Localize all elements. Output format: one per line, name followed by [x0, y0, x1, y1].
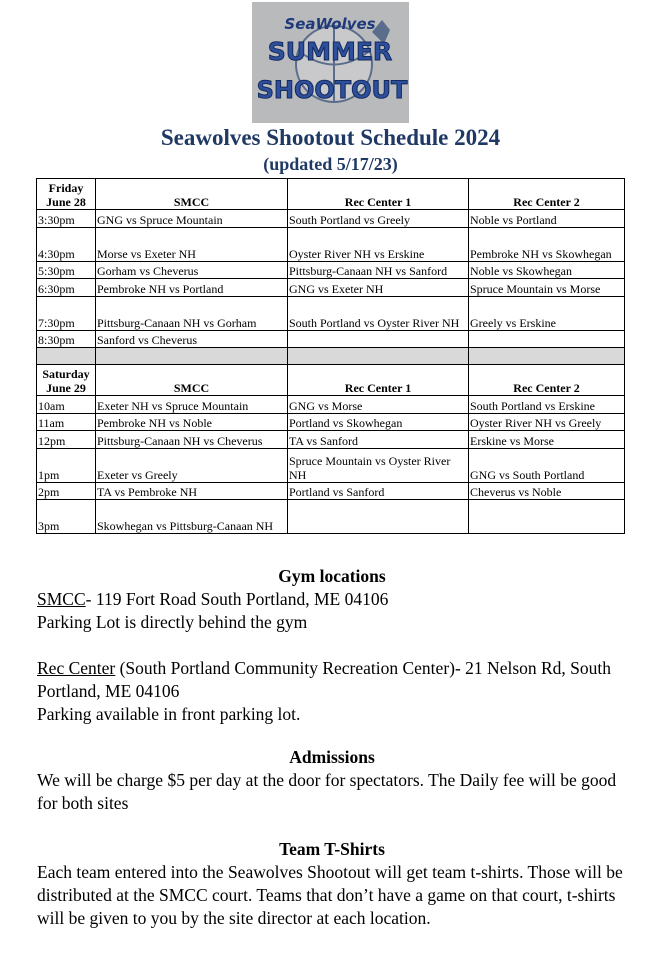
- saturday-header-row: [37, 365, 625, 396]
- smcc-parking: Parking Lot is directly behind the gym: [37, 612, 308, 632]
- admissions-section: [37, 746, 627, 815]
- time-cell: 3pm: [37, 500, 96, 534]
- smcc-game-cell: Pembroke NH vs Noble: [96, 414, 288, 431]
- smcc-game-cell: Morse vs Exeter NH: [96, 228, 288, 262]
- smcc-address-line: [37, 588, 627, 611]
- schedule-row: [37, 483, 625, 500]
- smcc-game-cell: Exeter NH vs Spruce Mountain: [96, 396, 288, 414]
- rec1-game-cell: Oyster River NH vs Erskine: [288, 228, 469, 262]
- time-cell: 11am: [37, 414, 96, 431]
- time-cell: 4:30pm: [37, 228, 96, 262]
- rec2-game-cell: [469, 500, 625, 534]
- logo-brand-text: SeaWolves: [284, 15, 376, 33]
- time-cell: 12pm: [37, 431, 96, 449]
- rec2-game-cell: South Portland vs Erskine: [469, 396, 625, 414]
- time-cell: 6:30pm: [37, 279, 96, 297]
- tshirts-text: Each team entered into the Seawolves Shootout will get team t-shirts. Those will be distributed at the SMCC court. Teams that don’t have a game on that court, t-shirts will be given to you by the site director at each location.: [37, 862, 623, 928]
- summer-shootout-logo: [252, 2, 409, 123]
- schedule-row: [37, 449, 625, 483]
- schedule-row: [37, 414, 625, 431]
- rec1-game-cell: South Portland vs Oyster River NH: [288, 297, 469, 331]
- smcc-game-cell: Pittsburg-Canaan NH vs Cheverus: [96, 431, 288, 449]
- rec2-game-cell: Greely vs Erskine: [469, 297, 625, 331]
- tshirts-heading: Team T-Shirts: [279, 839, 385, 859]
- rec2-game-cell: [469, 331, 625, 348]
- saturday-section: [37, 365, 625, 534]
- saturday-day-cell: Saturday June 29: [37, 365, 96, 396]
- basketball-logo-icon: [252, 2, 409, 123]
- rec2-game-cell: Pembroke NH vs Skowhegan: [469, 228, 625, 262]
- smcc-label: SMCC: [37, 589, 86, 609]
- schedule-row: [37, 297, 625, 331]
- admissions-heading: Admissions: [289, 747, 375, 767]
- rec2-game-cell: Spruce Mountain vs Morse: [469, 279, 625, 297]
- smcc-game-cell: GNG vs Spruce Mountain: [96, 210, 288, 228]
- rec-center-address: (South Portland Community Recreation Center)- 21 Nelson Rd, South Portland, ME 04106: [37, 658, 612, 701]
- smcc-game-cell: Pembroke NH vs Portland: [96, 279, 288, 297]
- schedule-table: [36, 178, 625, 534]
- rec1-game-cell: GNG vs Morse: [288, 396, 469, 414]
- smcc-game-cell: Exeter vs Greely: [96, 449, 288, 483]
- rec1-game-cell: Portland vs Skowhegan: [288, 414, 469, 431]
- time-cell: 7:30pm: [37, 297, 96, 331]
- time-cell: 8:30pm: [37, 331, 96, 348]
- time-cell: 10am: [37, 396, 96, 414]
- rec2-game-cell: Noble vs Skowhegan: [469, 262, 625, 279]
- day-separator: [37, 348, 625, 365]
- saturday-col-rec2: Rec Center 2: [469, 365, 625, 396]
- schedule-row: [37, 228, 625, 262]
- rec1-game-cell: [288, 331, 469, 348]
- logo-line1-text: SUMMER: [267, 37, 393, 66]
- rec2-game-cell: Noble vs Portland: [469, 210, 625, 228]
- page-title: Seawolves Shootout Schedule 2024: [160, 125, 501, 150]
- time-cell: 3:30pm: [37, 210, 96, 228]
- rec-address-line: [37, 657, 627, 703]
- smcc-address: - 119 Fort Road South Portland, ME 04106: [85, 589, 389, 609]
- rec1-game-cell: Pittsburg-Canaan NH vs Sanford: [288, 262, 469, 279]
- schedule-row: [37, 210, 625, 228]
- rec2-game-cell: Cheverus vs Noble: [469, 483, 625, 500]
- time-cell: 5:30pm: [37, 262, 96, 279]
- friday-section: [37, 179, 625, 348]
- rec1-game-cell: GNG vs Exeter NH: [288, 279, 469, 297]
- schedule-row: [37, 396, 625, 414]
- admissions-text: We will be charge $5 per day at the door for spectators. The Daily fee will be good for both sites: [37, 770, 617, 813]
- time-cell: 1pm: [37, 449, 96, 483]
- schedule-row: [37, 331, 625, 348]
- time-cell: 2pm: [37, 483, 96, 500]
- rec1-game-cell: [288, 500, 469, 534]
- rec1-game-cell: Portland vs Sanford: [288, 483, 469, 500]
- gym-locations-heading: Gym locations: [278, 566, 386, 586]
- saturday-col-smcc: SMCC: [96, 365, 288, 396]
- schedule-row: [37, 500, 625, 534]
- friday-col-rec1: Rec Center 1: [288, 179, 469, 210]
- rec1-game-cell: TA vs Sanford: [288, 431, 469, 449]
- smcc-game-cell: Pittsburg-Canaan NH vs Gorham: [96, 297, 288, 331]
- friday-col-smcc: SMCC: [96, 179, 288, 210]
- friday-header-row: [37, 179, 625, 210]
- rec1-game-cell: South Portland vs Greely: [288, 210, 469, 228]
- gym-locations-section: [37, 565, 627, 726]
- rec-parking: Parking available in front parking lot.: [37, 704, 301, 724]
- schedule-row: [37, 431, 625, 449]
- smcc-game-cell: Sanford vs Cheverus: [96, 331, 288, 348]
- rec-center-label: Rec Center: [37, 658, 116, 678]
- page-subtitle: (updated 5/17/23): [263, 154, 398, 174]
- rec2-game-cell: Erskine vs Morse: [469, 431, 625, 449]
- smcc-game-cell: Skowhegan vs Pittsburg-Canaan NH: [96, 500, 288, 534]
- smcc-game-cell: TA vs Pembroke NH: [96, 483, 288, 500]
- logo-line2-text: SHOOTOUT: [256, 76, 408, 104]
- friday-day-cell: Friday June 28: [37, 179, 96, 210]
- rec2-game-cell: Oyster River NH vs Greely: [469, 414, 625, 431]
- schedule-row: [37, 279, 625, 297]
- friday-col-rec2: Rec Center 2: [469, 179, 625, 210]
- smcc-game-cell: Gorham vs Cheverus: [96, 262, 288, 279]
- saturday-col-rec1: Rec Center 1: [288, 365, 469, 396]
- schedule-row: [37, 262, 625, 279]
- rec1-game-cell: Spruce Mountain vs Oyster River NH: [288, 449, 469, 483]
- tshirts-section: [37, 838, 627, 930]
- rec2-game-cell: GNG vs South Portland: [469, 449, 625, 483]
